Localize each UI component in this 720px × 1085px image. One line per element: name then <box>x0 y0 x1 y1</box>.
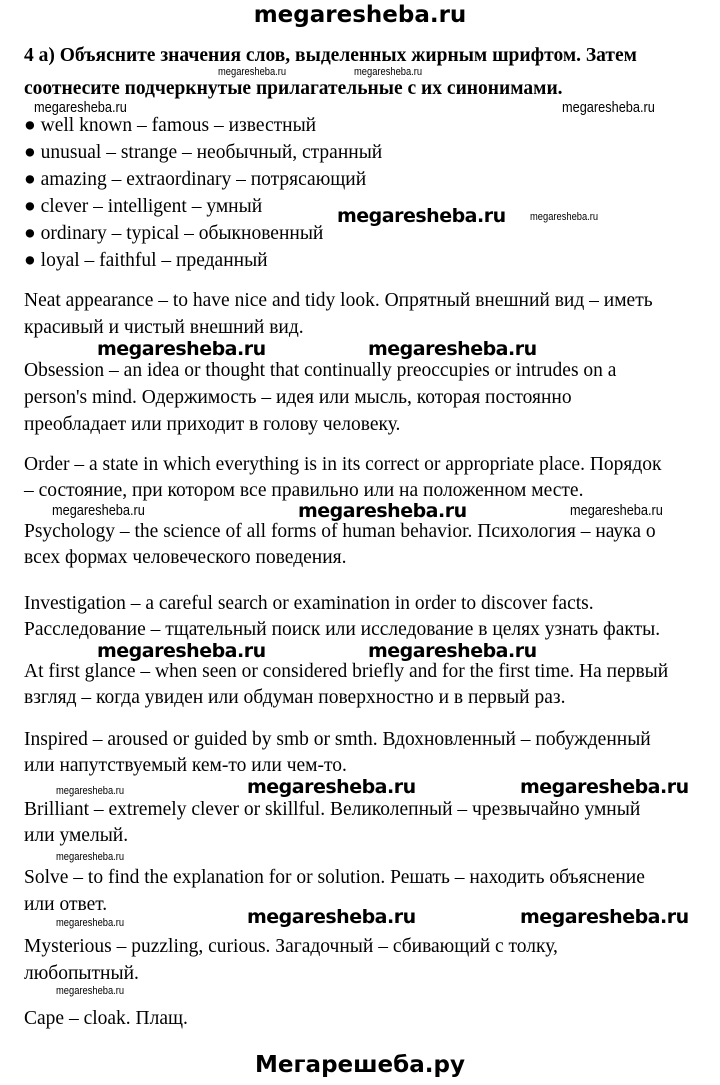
watermark: megaresheba.ru <box>354 66 423 78</box>
task-title-line-2: соотнесите подчеркнутые прилагательные с их синонимами. <box>24 78 563 99</box>
definition-line: Neat appearance – to have nice and tidy look. Опрятный внешний вид – иметь <box>24 290 653 311</box>
definition-line: преобладает или приходит в голову человеку. <box>24 414 401 435</box>
task-title-line-1: 4 а) Объясните значения слов, выделенных жирным шрифтом. Затем <box>24 45 637 66</box>
watermark: megaresheba.ru <box>56 985 125 997</box>
definition-line: person's mind. Одержимость – идея или мысль, которая постоянно <box>24 387 572 408</box>
definition-line: любопытный. <box>24 963 139 984</box>
bullet-item: ● unusual – strange – необычный, странный <box>24 142 383 163</box>
definition-line: Cape – cloak. Плащ. <box>24 1008 188 1029</box>
bullet-item: ● well known – famous – известный <box>24 115 317 136</box>
watermark: megaresheba.ru <box>520 906 689 928</box>
definition-line: Brilliant – extremely clever or skillful. Великолепный – чрезвычайно умный <box>24 799 641 820</box>
watermark: megaresheba.ru <box>97 338 266 360</box>
definition-line: Расследование – тщательный поиск или исследование в целях узнать факты. <box>24 619 661 640</box>
watermark: megaresheba.ru <box>34 99 127 116</box>
watermark: megaresheba.ru <box>562 99 655 116</box>
definition-line: Solve – to find the explanation for or solution. Решать – находить объяснение <box>24 867 645 888</box>
definition-line: или напутствуемый кем-то или чем-то. <box>24 755 347 776</box>
definition-line: Order – a state in which everything is in its correct or appropriate place. Порядок <box>24 454 662 475</box>
definition-line: Inspired – aroused or guided by smb or smth. Вдохновленный – побужденный <box>24 729 651 750</box>
watermark: megaresheba.ru <box>520 776 689 798</box>
watermark: megaresheba.ru <box>56 917 125 929</box>
watermark: megaresheba.ru <box>570 502 663 519</box>
site-footer: Мегарешеба.ру <box>255 1052 465 1078</box>
definition-line: красивый и чистый внешний вид. <box>24 317 304 338</box>
bullet-item: ● loyal – faithful – преданный <box>24 250 268 271</box>
definition-line: Obsession – an idea or thought that continually preoccupies or intrudes on a <box>24 360 617 381</box>
definition-line: Mysterious – puzzling, curious. Загадочный – сбивающий с толку, <box>24 936 558 957</box>
watermark: megaresheba.ru <box>368 640 537 662</box>
definition-line: всех формах человеческого поведения. <box>24 547 347 568</box>
watermark: megaresheba.ru <box>368 338 537 360</box>
watermark: megaresheba.ru <box>337 205 506 227</box>
watermark: megaresheba.ru <box>56 851 125 863</box>
watermark: megaresheba.ru <box>218 66 287 78</box>
bullet-item: ● ordinary – typical – обыкновенный <box>24 223 324 244</box>
definition-line: At first glance – when seen or considered briefly and for the first time. На первый <box>24 661 669 682</box>
definition-line: Psychology – the science of all forms of human behavior. Психология – наука о <box>24 521 656 542</box>
watermark: megaresheba.ru <box>298 500 467 522</box>
definition-line: или ответ. <box>24 894 108 915</box>
watermark: megaresheba.ru <box>247 776 416 798</box>
definition-line: или умелый. <box>24 825 129 846</box>
watermark: megaresheba.ru <box>530 211 599 223</box>
watermark: megaresheba.ru <box>247 906 416 928</box>
definition-line: взгляд – когда увиден или обдуман поверхностно и в первый раз. <box>24 687 566 708</box>
bullet-item: ● clever – intelligent – умный <box>24 196 263 217</box>
definition-line: – состояние, при котором все правильно или на положенном месте. <box>24 480 584 501</box>
site-header: megaresheba.ru <box>253 2 467 28</box>
watermark: megaresheba.ru <box>97 640 266 662</box>
definition-line: Investigation – a careful search or examination in order to discover facts. <box>24 593 594 614</box>
bullet-item: ● amazing – extraordinary – потрясающий <box>24 169 367 190</box>
watermark: megaresheba.ru <box>56 785 125 797</box>
watermark: megaresheba.ru <box>52 502 145 519</box>
